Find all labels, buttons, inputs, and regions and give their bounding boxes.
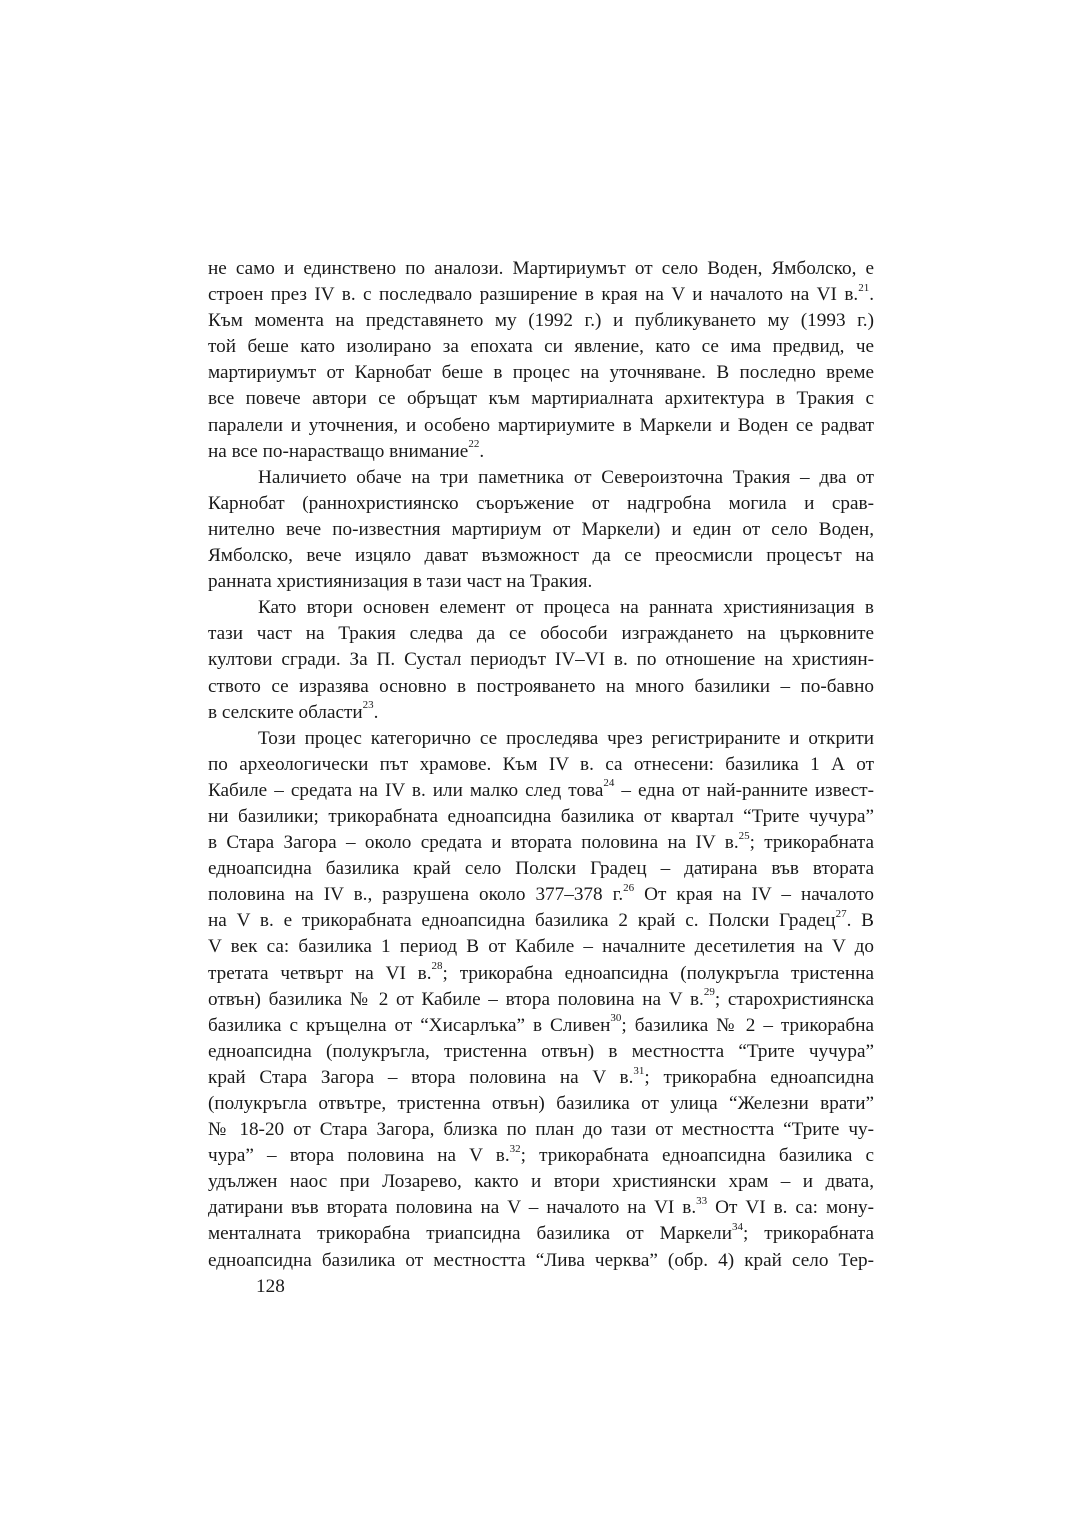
text-line [208, 1013, 874, 1039]
text-line [208, 360, 874, 386]
text-segment: ; старохристиянска [714, 988, 874, 1010]
text-line [208, 595, 874, 621]
footnote-ref: 28 [431, 960, 443, 973]
body-text [208, 256, 874, 1274]
text-segment: От края на IV – началото [634, 884, 874, 906]
text-line [208, 987, 874, 1013]
text-line [208, 621, 874, 647]
footnote-ref: 23 [362, 699, 374, 712]
text-line [208, 778, 874, 804]
text-line [208, 334, 874, 360]
text-segment: V век са: базилика 1 период В от Кабиле – началните десетилетия на V до [208, 936, 874, 958]
text-segment: От VI в. са: мону- [707, 1197, 874, 1219]
text-segment: край Стара Загора – втора половина на V в. [208, 1066, 634, 1088]
text-segment: – една от най-ранните извест- [614, 779, 874, 801]
text-segment: едноапсидна (полукръгла, тристенна отвън) в местността “Трите чучура” [208, 1040, 874, 1062]
text-line [208, 804, 874, 830]
text-line [208, 1221, 874, 1247]
text-segment: (полукръгла отвътре, тристенна отвън) базилика от улица “Железни врати” [208, 1093, 874, 1114]
text-line [208, 1248, 874, 1274]
text-segment: паралели и уточнения, и особено мартириумите в Маркели и Воден се радват [208, 414, 874, 436]
text-line [208, 674, 874, 700]
footnote-ref: 21 [858, 281, 870, 294]
text-segment: Този процес категорично се проследява чрез регистрираните и открити [258, 727, 874, 749]
text-line [208, 282, 874, 308]
text-segment: . [373, 701, 379, 723]
text-segment: по археологически път храмове. Към IV в. са отнесени: базилика 1 А от [208, 753, 874, 775]
text-line [208, 830, 874, 856]
footnote-ref: 34 [732, 1221, 743, 1234]
text-line [208, 1091, 874, 1117]
text-line [208, 569, 874, 595]
text-line [208, 882, 874, 908]
footnote-ref: 25 [738, 829, 750, 842]
text-segment: той беше като изолирано за епохата си явление, като се има предвид, че [208, 336, 874, 358]
text-line [208, 908, 874, 934]
text-segment: ; трикорабната [743, 1223, 874, 1245]
text-segment: . В [846, 910, 874, 932]
text-segment: ; трикорабната едноапсидна базилика с [520, 1145, 874, 1167]
footnote-ref: 27 [835, 907, 847, 920]
text-line [208, 543, 874, 569]
text-segment: все повече автори се обръщат към мартириалната архитектура в Тракия с [208, 388, 874, 410]
text-segment: Като втори основен елемент от процеса на ранната християнизация в [258, 597, 874, 619]
text-segment: на V в. е трикорабната едноапсидна базилика 2 край с. Полски Градец [208, 910, 836, 932]
text-segment: . [479, 440, 485, 462]
text-segment: на все по-нарастващо внимание [208, 440, 469, 462]
text-line [208, 1169, 874, 1195]
text-segment: ; трикорабната [749, 832, 874, 854]
text-line [208, 517, 874, 543]
footnote-ref: 29 [703, 986, 715, 999]
text-line [208, 647, 874, 673]
text-segment: ството се изразява основно в построяването на много базилики – по-бавно [208, 675, 874, 697]
text-line [208, 856, 874, 882]
text-segment: ранната християнизация в тази част на Тракия. [208, 571, 593, 593]
footnote-ref: 31 [633, 1064, 645, 1077]
footnote-ref: 26 [623, 881, 635, 894]
text-segment: мартириумът от Карнобат беше в процес на уточняване. В последно време [208, 362, 874, 384]
text-segment: Кабиле – средата на IV в. или малко след това [208, 779, 604, 801]
text-line [208, 1143, 874, 1169]
text-segment: не само и единствено по аналози. Мартириумът от село Воден, Ямболско, е [208, 258, 874, 279]
text-line [208, 256, 874, 282]
text-line [208, 491, 874, 517]
text-segment: нително вече по-известния мартириум от Маркели) и един от село Воден, [208, 518, 874, 540]
text-segment: половина на IV в., разрушена около 377–378 г. [208, 884, 624, 906]
text-segment: строен през IV в. с последвало разширение в края на V и началото на VI в. [208, 284, 859, 306]
text-line [208, 700, 874, 726]
text-line [208, 752, 874, 778]
text-line [208, 1195, 874, 1221]
text-line [208, 1117, 874, 1143]
text-line [208, 1039, 874, 1065]
text-line [208, 386, 874, 412]
text-segment: култови сгради. За П. Сустал периодът IV–VI в. по отношение на християн- [208, 649, 874, 671]
text-segment: датирани във втората половина на V – началото на VI в. [208, 1197, 697, 1219]
footnote-ref: 22 [468, 438, 480, 451]
text-segment: в селските области [208, 701, 363, 723]
footnote-ref: 24 [603, 777, 615, 790]
footnote-ref: 30 [610, 1012, 622, 1025]
text-segment: ни базилики; трикорабната едноапсидна базилика от квартал “Трите чучура” [208, 805, 874, 827]
text-segment: ; трикорабна едноапсидна (полукръгла тристенна [442, 962, 874, 984]
text-segment: Карнобат (раннохристиянско съоръжение от надгробна могила и срав- [208, 492, 874, 514]
text-segment: ; базилика № 2 – трикорабна [621, 1014, 874, 1036]
text-segment: в Стара Загора – около средата и втората половина на IV в. [208, 832, 739, 854]
text-segment: менталната трикорабна триапсидна базилика от Маркели [208, 1223, 732, 1245]
text-segment: третата четвърт на VI в. [208, 962, 432, 984]
text-segment: едноапсидна базилика край село Полски Градец – датирана във втората [208, 858, 874, 880]
text-line [208, 439, 874, 465]
text-segment: Ямболско, вече изцяло дават възможност да се преосмисли процесът на [208, 545, 874, 567]
text-line [208, 465, 874, 491]
text-segment: Към момента на представянето му (1992 г.) и публикуването му (1993 г.) [208, 310, 874, 332]
text-segment: тази част на Тракия следва да се обособи изграждането на църковните [208, 623, 874, 645]
text-segment: Наличието обаче на три паметника от Североизточна Тракия – два от [258, 466, 874, 488]
footnote-ref: 32 [509, 1142, 521, 1155]
text-segment: удължен наос при Лозарево, както и втори християнски храм – и двата, [208, 1171, 874, 1193]
text-line [208, 934, 874, 960]
page-number: 128 [256, 1276, 285, 1297]
text-line [208, 1065, 874, 1091]
text-segment: ; трикорабна едноапсидна [644, 1066, 874, 1088]
footnote-ref: 33 [696, 1194, 708, 1207]
text-line [208, 726, 874, 752]
text-segment: . [869, 284, 874, 306]
text-segment: едноапсидна базилика от местността “Лива черква” (обр. 4) край село Тер- [208, 1249, 874, 1271]
text-segment: чура” – втора половина на V в. [208, 1145, 510, 1167]
text-segment: отвън) базилика № 2 от Кабиле – втора половина на V в. [208, 988, 704, 1010]
text-segment: № 18-20 от Стара Загора, близка по план до тази от местността “Трите чу- [208, 1119, 874, 1141]
text-line [208, 413, 874, 439]
text-line [208, 308, 874, 334]
text-line [208, 961, 874, 987]
text-segment: базилика с кръщелна от “Хисарлъка” в Сливен [208, 1014, 611, 1036]
